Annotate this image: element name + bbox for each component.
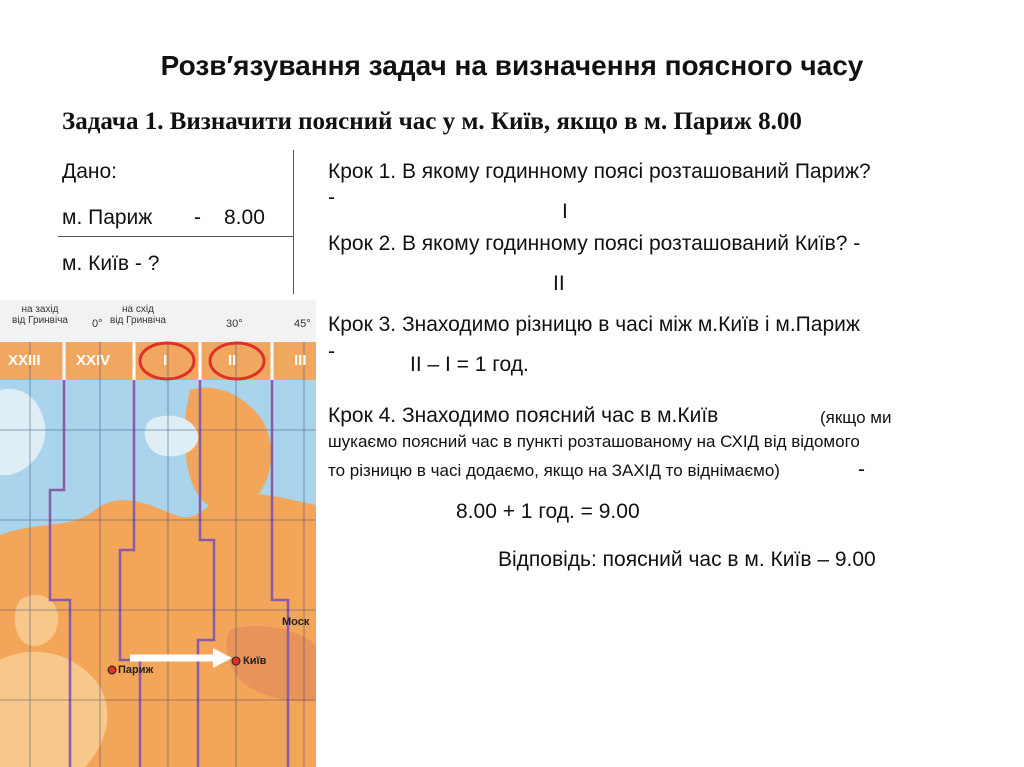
city-kyiv-label: Київ [243, 655, 267, 667]
city-moscow-label: Моск [282, 616, 310, 628]
given-kyiv-unknown: м. Київ - ? [62, 252, 160, 275]
task-statement: Задача 1. Визначити поясний час у м. Київ, якщо в м. Париж 8.00 [62, 108, 802, 135]
final-answer: Відповідь: поясний час в м. Київ – 9.00 [498, 548, 876, 571]
zone-xxiii-label: XXIII [8, 352, 41, 369]
time-zone-map [0, 300, 316, 767]
map-west-label-line2: від Гринвіча [12, 315, 68, 326]
step1-text: Крок 1. В якому годинному поясі розташований Париж? [328, 160, 871, 183]
step4-dash: - [858, 458, 865, 481]
zone-ii-label: II [228, 352, 237, 369]
city-paris-label: Париж [118, 664, 154, 676]
step4-note-line2: шукаємо поясний час в пункті розташованому на СХІД від відомого [328, 432, 860, 451]
kyiv-marker-icon [232, 657, 240, 665]
zone-xxiv-label: XXIV [76, 352, 111, 369]
zone-i-label: I [163, 352, 168, 369]
step3-text: Крок 3. Знаходимо різницю в часі між м.Київ і м.Париж [328, 313, 860, 336]
map-fortyfive-label: 45° [294, 318, 311, 330]
given-vertical-divider [293, 150, 294, 294]
zone-iii-label: III [294, 352, 307, 369]
paris-marker-icon [108, 666, 116, 674]
given-divider [58, 236, 294, 237]
map-west-label [12, 304, 68, 326]
given-paris-time: 8.00 [224, 206, 265, 229]
step3-answer: II – I = 1 год. [410, 353, 529, 376]
step2-answer: II [553, 272, 565, 295]
page-title: Розв′язування задач на визначення поясного часу [160, 50, 864, 81]
map-west-label-line1: на захід [21, 304, 59, 315]
step4-note-line1: (якщо ми [820, 408, 892, 427]
calculation: 8.00 + 1 год. = 9.00 [456, 500, 640, 523]
given-header: Дано: [62, 160, 118, 183]
map-east-label [110, 304, 166, 326]
step4-note-line3: то різницю в часі додаємо, якщо на ЗАХІД то віднімаємо) [328, 461, 780, 480]
step1-dash: - [328, 186, 335, 209]
step4-text: Крок 4. Знаходимо поясний час в м.Київ [328, 404, 719, 427]
map-east-label-line1: на схід [122, 304, 154, 315]
map-svg [0, 300, 316, 767]
map-thirty-label: 30° [226, 318, 243, 330]
step3-dash: - [328, 340, 335, 363]
given-paris-dash: - [194, 206, 201, 229]
map-east-label-line2: від Гринвіча [110, 315, 166, 326]
step2-text: Крок 2. В якому годинному поясі розташований Київ? - [328, 232, 861, 255]
given-paris-label: м. Париж [62, 206, 153, 229]
step1-answer: I [562, 200, 568, 223]
map-zone-band [0, 342, 316, 380]
map-zero-meridian-label: 0° [92, 318, 103, 330]
